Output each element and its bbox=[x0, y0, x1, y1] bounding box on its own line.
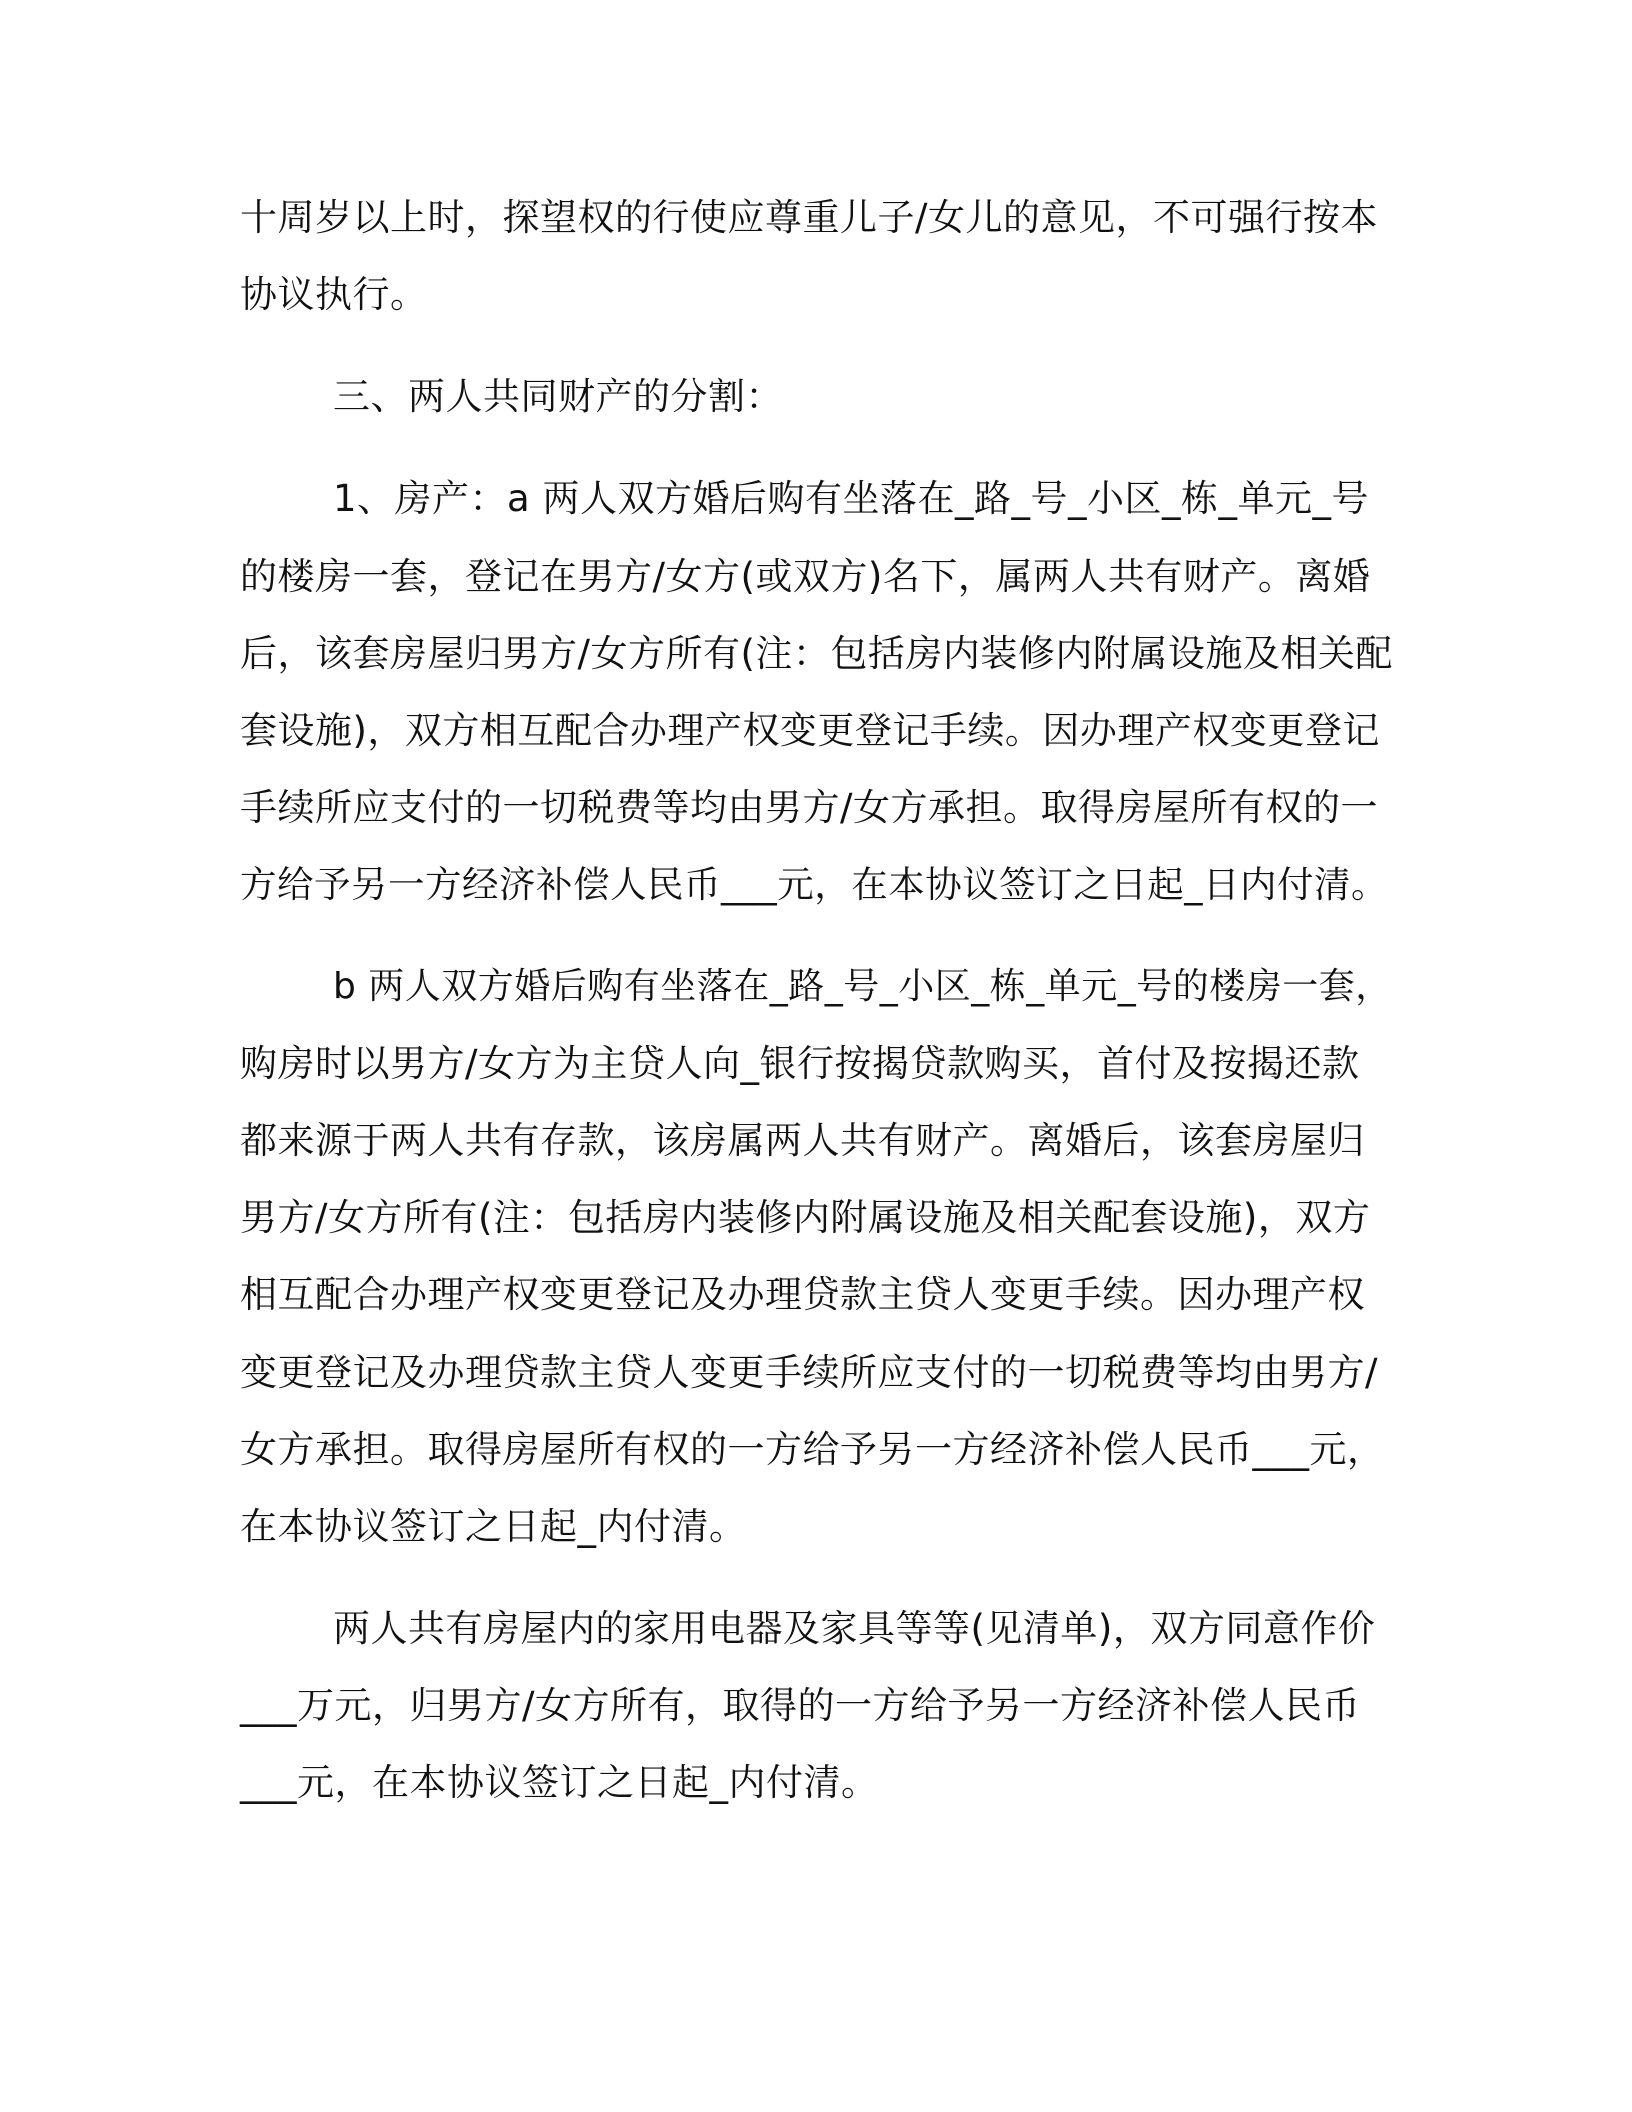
paragraph-4-line-1: b 两人双方婚后购有坐落在_路_号_小区_栋_单元_号的楼房一套， bbox=[333, 966, 1392, 1007]
paragraph-4-line-2: 购房时以男方/女方为主贷人向_银行按揭贷款购买，首付及按揭还款 bbox=[240, 1042, 1360, 1085]
paragraph-5-line-2: ___万元，归男方/女方所有，取得的一方给予另一方经济补偿人民币 bbox=[240, 1684, 1360, 1727]
paragraph-3-line-5: 手续所应支付的一切税费等均由男方/女方承担。取得房屋所有权的一 bbox=[240, 786, 1378, 829]
paragraph-4-line-8: 在本协议签订之日起_内付清。 bbox=[240, 1505, 747, 1548]
paragraph-4-line-7: 女方承担。取得房屋所有权的一方给予另一方经济补偿人民币___元， bbox=[240, 1428, 1385, 1471]
paragraph-3-line-6: 方给予另一方经济补偿人民币___元，在本协议签订之日起_日内付清。 bbox=[240, 863, 1388, 906]
paragraph-1-line-2: 协议执行。 bbox=[240, 273, 428, 316]
section-heading: 三、两人共同财产的分割： bbox=[333, 375, 783, 418]
paragraph-4-line-5: 相互配合办理产权变更登记及办理贷款主贷人变更手续。因办理产权 bbox=[240, 1273, 1365, 1316]
paragraph-4-line-3: 都来源于两人共有存款，该房属两人共有财产。离婚后，该套房屋归 bbox=[240, 1119, 1365, 1162]
paragraph-4-line-4: 男方/女方所有(注：包括房内装修内附属设施及相关配套设施)，双方 bbox=[240, 1196, 1371, 1239]
paragraph-3-line-2: 的楼房一套，登记在男方/女方(或双方)名下，属两人共有财产。离婚 bbox=[240, 555, 1371, 598]
paragraph-3-line-1: 1、房产：a 两人双方婚后购有坐落在_路_号_小区_栋_单元_号 bbox=[333, 477, 1369, 520]
paragraph-5-line-3: ___元，在本协议签订之日起_内付清。 bbox=[240, 1761, 879, 1804]
paragraph-1-line-1: 十周岁以上时，探望权的行使应尊重儿子/女儿的意见，不可强行按本 bbox=[240, 196, 1378, 239]
paragraph-4-line-6: 变更登记及办理贷款主贷人变更手续所应支付的一切税费等均由男方/ bbox=[240, 1351, 1378, 1394]
paragraph-5-line-1: 两人共有房屋内的家用电器及家具等等(见清单)，双方同意作价 bbox=[333, 1607, 1376, 1650]
paragraph-3-line-4: 套设施)，双方相互配合办理产权变更登记手续。因办理产权变更登记 bbox=[240, 709, 1380, 752]
paragraph-3-line-3: 后，该套房屋归男方/女方所有(注：包括房内装修内附属设施及相关配 bbox=[240, 632, 1393, 675]
